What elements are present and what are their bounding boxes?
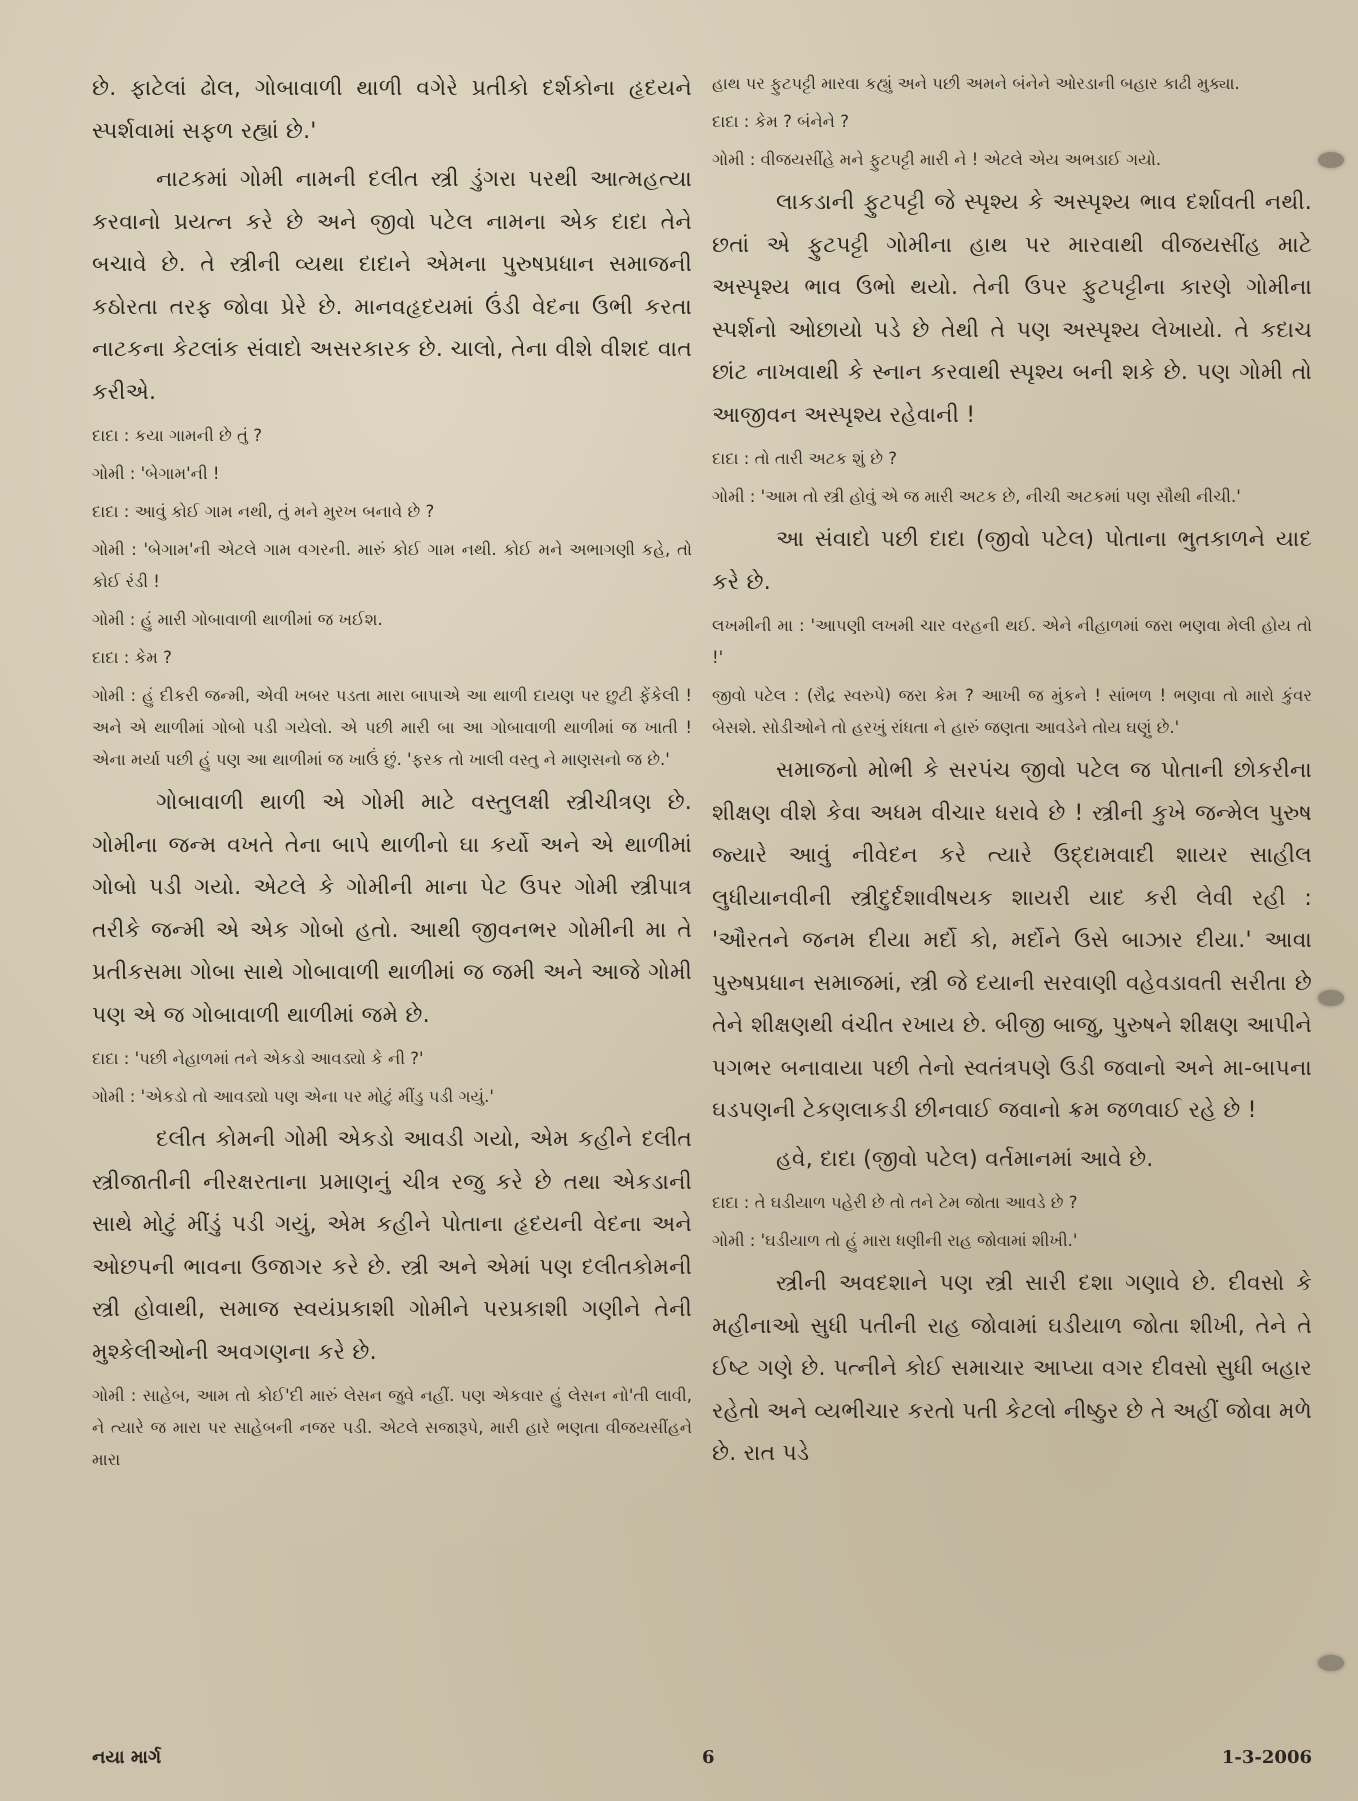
- dialogue-line: [712, 680, 1312, 744]
- dialogue-text: હાથ પર ફુટપટ્ટી મારવા કહ્યું અને પછી અમને બંનેને ઓરડાની બહાર કાઢી મુક્યા.: [712, 74, 1240, 93]
- dialogue-text: 'પછી નેહાળમાં તને એકડો આવડ્યો કે ની ?': [134, 1049, 424, 1068]
- speaker-label: ગોમી :: [92, 610, 136, 629]
- dialogue-text: કયા ગામની છે તું ?: [134, 426, 262, 445]
- page-number: 6: [702, 1747, 715, 1768]
- publication-name: નયા માર્ગ: [92, 1747, 162, 1768]
- dialogue-line: [712, 1225, 1312, 1257]
- speaker-label: ગોમી :: [92, 464, 136, 483]
- body-paragraph: દલીત કોમની ગોમી એકડો આવડી ગયો, એમ કહીને દલીત સ્ત્રીજાતીની નીરક્ષરતાના પ્રમાણનું ચીત્ર રજુ કરે છે તથા એકડાની સાથે મોટું મીંડું પડી ગયું, એમ કહીને પોતાના હૃદયની વેદના અને ઓછપની ભાવના ઉજાગર કરે છે. સ્ત્રી અને એમાં પણ દલીતકોમની સ્ત્રી હોવાથી, સમાજ સ્વયંપ્રકાશી ગોમીને પરપ્રકાશી ગણીને તેની મુશ્કેલીઓની અવગણના કરે છે.: [92, 1127, 692, 1365]
- speaker-label: લખમીની મા :: [712, 616, 805, 635]
- speaker-label: જીવો પટેલ :: [712, 686, 800, 705]
- dialogue-line: [92, 420, 692, 452]
- body-paragraph: આ સંવાદો પછી દાદા (જીવો પટેલ) પોતાના ભુતકાળને યાદ કરે છે.: [712, 527, 1312, 595]
- speaker-label: ગોમી :: [92, 540, 137, 559]
- body-paragraph: છે. ફાટેલાં ઢોલ, ગોબાવાળી થાળી વગેરે પ્રતીકો દર્શકોના હૃદયને સ્પર્શવામાં સફળ રહ્યાં છે.': [92, 76, 692, 144]
- binding-hole-mark: [1318, 1655, 1344, 1671]
- dialogue-text: 'બેગામ'ની એટલે ગામ વગરની. મારું કોઈ ગામ નથી. કોઈ મને અભાગણી કહે, તો કોઈ રંડી !: [92, 540, 693, 591]
- speaker-label: દાદા :: [92, 426, 130, 445]
- dialogue-text: કેમ ?: [134, 648, 172, 667]
- dialogue-text: કેમ ? બંનેને ?: [754, 112, 849, 131]
- body-paragraph: નાટકમાં ગોમી નામની દલીત સ્ત્રી ડુંગરા પરથી આત્મહત્યા કરવાનો પ્રયત્ન કરે છે અને જીવો પટેલ નામના એક દાદા તેને બચાવે છે. તે સ્ત્રીની વ્યથા દાદાને એમના પુરુષપ્રધાન સમાજની કઠોરતા તરફ જોવા પ્રેરે છે. માનવહૃદયમાં ઉંડી વેદના ઉભી કરતા નાટકના કેટલાંક સંવાદો અસરકારક છે. ચાલો, તેના વીશે વીશદ વાત કરીએ.: [92, 167, 692, 405]
- dialogue-line: [92, 680, 692, 776]
- dialogue-line: [92, 1380, 692, 1476]
- dialogue-text: હું મારી ગોબાવાળી થાળીમાં જ ખઈશ.: [140, 610, 383, 629]
- speaker-label: ગોમી :: [712, 1231, 756, 1250]
- dialogue-text: આવું કોઈ ગામ નથી, તું મને મુરખ બનાવે છે ?: [134, 502, 435, 521]
- dialogue-text: તે ઘડીયાળ પહેરી છે તો તને ટેમ જોતા આવડે છે ?: [754, 1193, 1078, 1212]
- dialogue-line: [712, 68, 1312, 100]
- dialogue-text: વીજયસીંહે મને ફુટપટ્ટી મારી ને ! એટલે એય અભડાઈ ગયો.: [760, 150, 1162, 169]
- dialogue-text: સાહેબ, આમ તો કોઈ'દી મારું લેસન જુવે નહીં. પણ એકવાર હું લેસન નો'તી લાવી, ને ત્યારે જ મારા પર સાહેબની નજર પડી. એટલે સજારૂપે, મારી હારે ભણતા વીજયસીંહને મારા: [92, 1386, 693, 1469]
- dialogue-text: હું દીકરી જન્મી, એવી ખબર પડતા મારા બાપાએ આ થાળી દાયણ પર છુટી ફેંકેલી ! અને એ થાળીમાં ગોબો પડી ગયેલો. એ પછી મારી બા આ ગોબાવાળી થાળીમાં જ ખાતી ! એના મર્યા પછી હું પણ આ થાળીમાં જ ખાઉં છું. 'ફરક તો ખાલી વસ્તુ ને માણસનો જ છે.': [92, 686, 693, 769]
- dialogue-line: [92, 534, 692, 598]
- speaker-label: ગોમી :: [92, 686, 137, 705]
- speaker-label: દાદા :: [92, 648, 130, 667]
- dialogue-line: [92, 642, 692, 674]
- right-column: [712, 68, 1312, 1482]
- dialogue-text: 'બેગામ'ની !: [140, 464, 220, 483]
- binding-hole-mark: [1318, 152, 1344, 168]
- dialogue-line: [712, 1187, 1312, 1219]
- dialogue-line: [92, 496, 692, 528]
- dialogue-line: [712, 106, 1312, 138]
- body-paragraph: સ્ત્રીની અવદશાને પણ સ્ત્રી સારી દશા ગણાવે છે. દીવસો કે મહીનાઓ સુધી પતીની રાહ જોવામાં ઘડીયાળ જોતા શીખી, તેને તે ઈષ્ટ ગણે છે. પત્નીને કોઈ સમાચાર આપ્યા વગર દીવસો સુધી બહાર રહેતો અને વ્યભીચાર કરતો પતી કેટલો નીષ્ઠુર છે તે અહીં જોવા મળે છે. રાત પડે: [712, 1271, 1312, 1466]
- dialogue-text: તો તારી અટક શું છે ?: [754, 449, 898, 468]
- dialogue-text: (રૌદ્ર સ્વરુપે) જરા કેમ ? આખી જ મુંકને ! સાંભળ ! ભણવા તો મારો કુંવર બેસશે. સોડીઓને તો હરખું રાંધતા ને હારું જણતા આવડેને તોય ઘણું છે.': [712, 686, 1312, 737]
- body-paragraph: ગોબાવાળી થાળી એ ગોમી માટે વસ્તુલક્ષી સ્ત્રીચીત્રણ છે. ગોમીના જન્મ વખતે તેના બાપે થાળીનો ઘા કર્યો અને એ થાળીમાં ગોબો પડી ગયો. એટલે કે ગોમીની માના પેટ ઉપર ગોમી સ્ત્રીપાત્ર તરીકે જન્મી એ એક ગોબો હતો. આથી જીવનભર ગોમીની મા તે પ્રતીકસમા ગોબા સાથે ગોબાવાળી થાળીમાં જ જમી અને આજે ગોમી પણ એ જ ગોબાવાળી થાળીમાં જમે છે.: [92, 790, 692, 1028]
- dialogue-line: [92, 458, 692, 490]
- dialogue-line: [92, 1081, 692, 1113]
- dialogue-line: [712, 610, 1312, 674]
- dialogue-line: [92, 604, 692, 636]
- body-paragraph: હવે, દાદા (જીવો પટેલ) વર્તમાનમાં આવે છે.: [776, 1146, 1154, 1172]
- speaker-label: દાદા :: [92, 1049, 130, 1068]
- dialogue-text: 'એકડો તો આવડ્યો પણ એના પર મોટું મીંડુ પડી ગયું.': [140, 1087, 494, 1106]
- body-paragraph: સમાજનો મોભી કે સરપંચ જીવો પટેલ જ પોતાની છોકરીના શીક્ષણ વીશે કેવા અધમ વીચાર ધરાવે છે ! સ્ત્રીની કુખે જન્મેલ પુરુષ જ્યારે આવું નીવેદન કરે ત્યારે ઉદ્દામવાદી શાયર સાહીલ લુધીયાનવીની સ્ત્રીદુર્દશાવીષયક શાયરી યાદ કરી લેવી રહી : 'ઔરતને જનમ દીયા મર્દો કો, મર્દોને ઉસે બાઝાર દીયા.' આવા પુરુષપ્રધાન સમાજમાં, સ્ત્રી જે દયાની સરવાણી વહેવડાવતી સરીતા છે તેને શીક્ષણથી વંચીત રખાય છે. બીજી બાજુ, પુરુષને શીક્ષણ આપીને પગભર બનાવાયા પછી તેનો સ્વતંત્રપણે ઉડી જવાનો અને મા-બાપના ઘડપણની ટેકણલાકડી છીનવાઈ જવાનો ક્રમ જળવાઈ રહે છે !: [712, 758, 1312, 1123]
- binding-hole-mark: [1318, 990, 1344, 1006]
- dialogue-text: 'ઘડીયાળ તો હું મારા ધણીની રાહ જોવામાં શીખી.': [760, 1231, 1078, 1250]
- speaker-label: ગોમી :: [92, 1386, 137, 1405]
- speaker-label: ગોમી :: [712, 150, 756, 169]
- dialogue-line: [712, 443, 1312, 475]
- dialogue-line: [92, 1043, 692, 1075]
- speaker-label: ગોમી :: [712, 487, 756, 506]
- dialogue-text: 'આપણી લખમી ચાર વરહની થઈ. એને નીહાળમાં જરા ભણવા મેલી હોય તો !': [712, 616, 1312, 667]
- speaker-label: દાદા :: [92, 502, 130, 521]
- dialogue-line: [712, 144, 1312, 176]
- dialogue-text: 'આમ તો સ્ત્રી હોવું એ જ મારી અટક છે, નીચી અટકમાં પણ સૌથી નીચી.': [760, 487, 1241, 506]
- speaker-label: ગોમી :: [92, 1087, 136, 1106]
- issue-date: 1-3-2006: [1221, 1747, 1312, 1768]
- left-column: [92, 68, 692, 1482]
- speaker-label: દાદા :: [712, 1193, 750, 1212]
- page-footer: [92, 1747, 1312, 1777]
- speaker-label: દાદા :: [712, 112, 750, 131]
- speaker-label: દાદા :: [712, 449, 750, 468]
- body-paragraph: લાકડાની ફુટપટ્ટી જે સ્પૃશ્ય કે અસ્પૃશ્ય ભાવ દર્શાવતી નથી. છતાં એ ફુટપટ્ટી ગોમીના હાથ પર મારવાથી વીજયસીંહ માટે અસ્પૃશ્ય ભાવ ઉભો થયો. તેની ઉપર ફુટપટ્ટીના કારણે ગોમીના સ્પર્શનો ઓછાયો પડે છે તેથી તે પણ અસ્પૃશ્ય લેખાયો. તે કદાચ છાંટ નાખવાથી કે સ્નાન કરવાથી સ્પૃશ્ય બની શકે છે. પણ ગોમી તો આજીવન અસ્પૃશ્ય રહેવાની !: [712, 190, 1312, 428]
- dialogue-line: [712, 481, 1312, 513]
